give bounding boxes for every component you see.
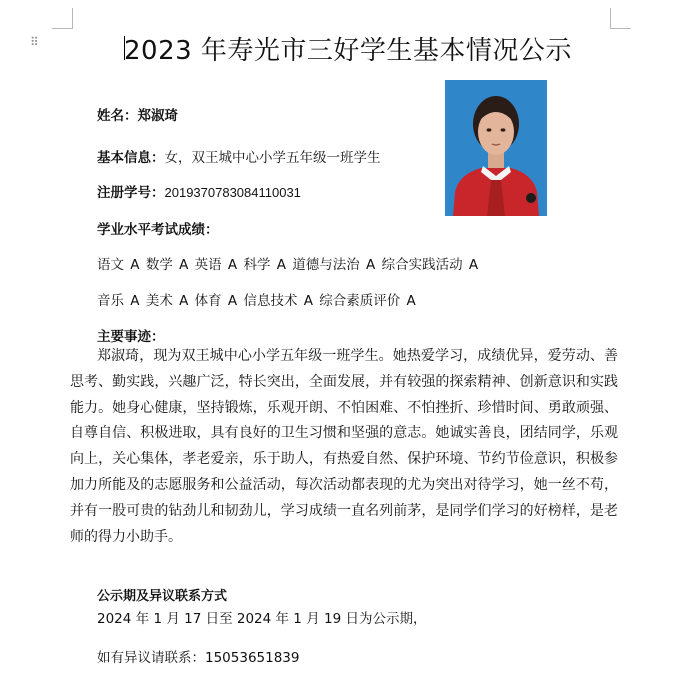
registration-id-field[interactable] xyxy=(97,181,301,201)
drag-handle-icon[interactable]: ⠿ xyxy=(30,35,40,49)
grades-heading[interactable]: 学业水平考试成绩： xyxy=(97,222,219,238)
crop-mark-top-left xyxy=(52,8,73,29)
basic-info-label: 基本信息： xyxy=(97,150,165,166)
notice-contact-phone: 15053651839 xyxy=(205,650,300,666)
student-name-field[interactable] xyxy=(97,104,178,124)
basic-info-field[interactable] xyxy=(97,146,381,166)
student-name-value: 郑淑琦 xyxy=(137,108,178,124)
grades-row-1[interactable]: 语文 A 数学 A 英语 A 科学 A 道德与法治 A 综合实践活动 A xyxy=(97,257,479,273)
notice-contact-label: 如有异议请联系： xyxy=(97,650,205,666)
notice-heading[interactable]: 公示期及异议联系方式 xyxy=(97,589,228,604)
deeds-paragraph[interactable]: 郑淑琦，现为双王城中心小学五年级一班学生。她热爱学习，成绩优异，爱劳动、善思考、勤实践，兴趣广泛，特长突出，全面发展，并有较强的探索精神、创新意识和实践能力。她身心健康，坚持锻炼，乐观开朗、不怕困难、不怕挫折、珍惜时间、勇敢顽强、自尊自信、积极进取，具有良好的卫生习惯和坚强的意志。她诚实善良，团结同学，乐观向上，关心集体，孝老爱亲，乐于助人，有热爱自然、保护环境、节约节俭意识，积极参加力所能及的志愿服务和公益活动，每次活动都表现的尤为突出对待学习，她一丝不苟，并有一股可贵的钻劲儿和韧劲儿，学习成绩一直名列前茅，是同学们学习的好榜样，是老师的得力小助手。 xyxy=(70,348,618,545)
basic-info-value: 女，双王城中心小学五年级一班学生 xyxy=(164,150,381,166)
registration-id-value: 2019370783084110031 xyxy=(164,185,301,200)
notice-period[interactable]: 2024 年 1 月 17 日至 2024 年 1 月 19 日为公示期， xyxy=(97,611,427,627)
registration-id-label: 注册学号： xyxy=(97,185,165,201)
deeds-heading[interactable]: 主要事迹： xyxy=(97,329,165,345)
crop-mark-top-right xyxy=(610,8,631,29)
student-photo[interactable] xyxy=(445,80,547,216)
notice-contact[interactable] xyxy=(97,646,299,666)
grades-row-2[interactable]: 音乐 A 美术 A 体育 A 信息技术 A 综合素质评价 A xyxy=(97,293,416,309)
student-name-label: 姓名： xyxy=(97,108,138,124)
student-photo-image xyxy=(445,80,547,216)
page-title[interactable]: 2023 年寿光市三好学生基本情况公示 xyxy=(124,36,572,66)
